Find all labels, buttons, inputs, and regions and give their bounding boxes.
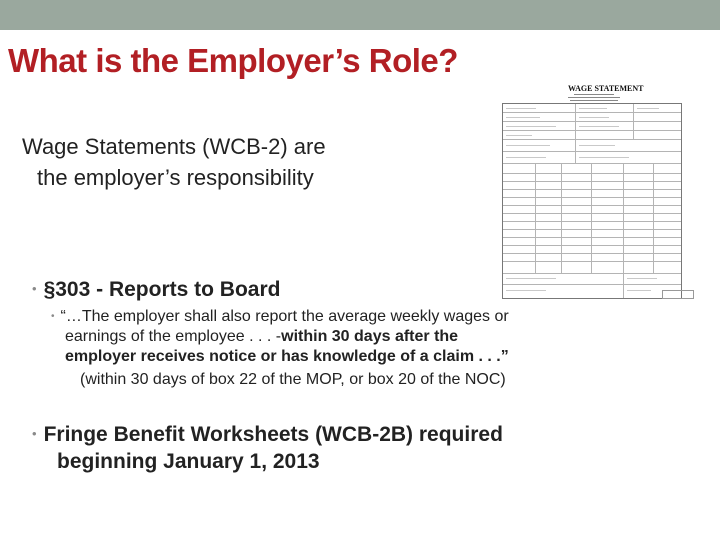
fringe-line-2: beginning January 1, 2013 [57,450,320,473]
bullet-reports-text: §303 - Reports to Board [43,278,281,301]
sub-bullet-dot-icon: • [51,311,55,322]
quote-line-1: “…The employer shall also report the average weekly wages or [60,308,509,325]
bullet-dot-icon: • [32,426,37,441]
wage-statement-form-image [502,84,682,298]
sub-bullet-quote [51,307,581,390]
quote-parenthetical: (within 30 days of box 22 of the MOP, or box 20 of the NOC) [80,371,506,388]
form-title: WAGE STATEMENT [568,84,644,93]
intro-line-2: the employer’s responsibility [37,165,314,190]
intro-text [22,131,326,193]
form-stamp [662,290,694,299]
bullet-dot-icon: • [32,281,37,296]
form-body [502,103,682,299]
quote-line-2b: within 30 days after the [281,328,459,345]
quote-line-3: employer receives notice or has knowledge of a claim . . .” [65,348,509,365]
bullet-fringe-benefit [32,420,503,475]
slide-title: What is the Employer’s Role? [8,42,458,79]
fringe-line-1: Fringe Benefit Worksheets (WCB-2B) required [43,423,503,446]
intro-line-1: Wage Statements (WCB-2) are [22,134,326,159]
bullet-reports-to-board [32,278,280,302]
quote-line-2a: earnings of the employee . . . - [65,328,282,345]
top-bar [0,0,720,30]
